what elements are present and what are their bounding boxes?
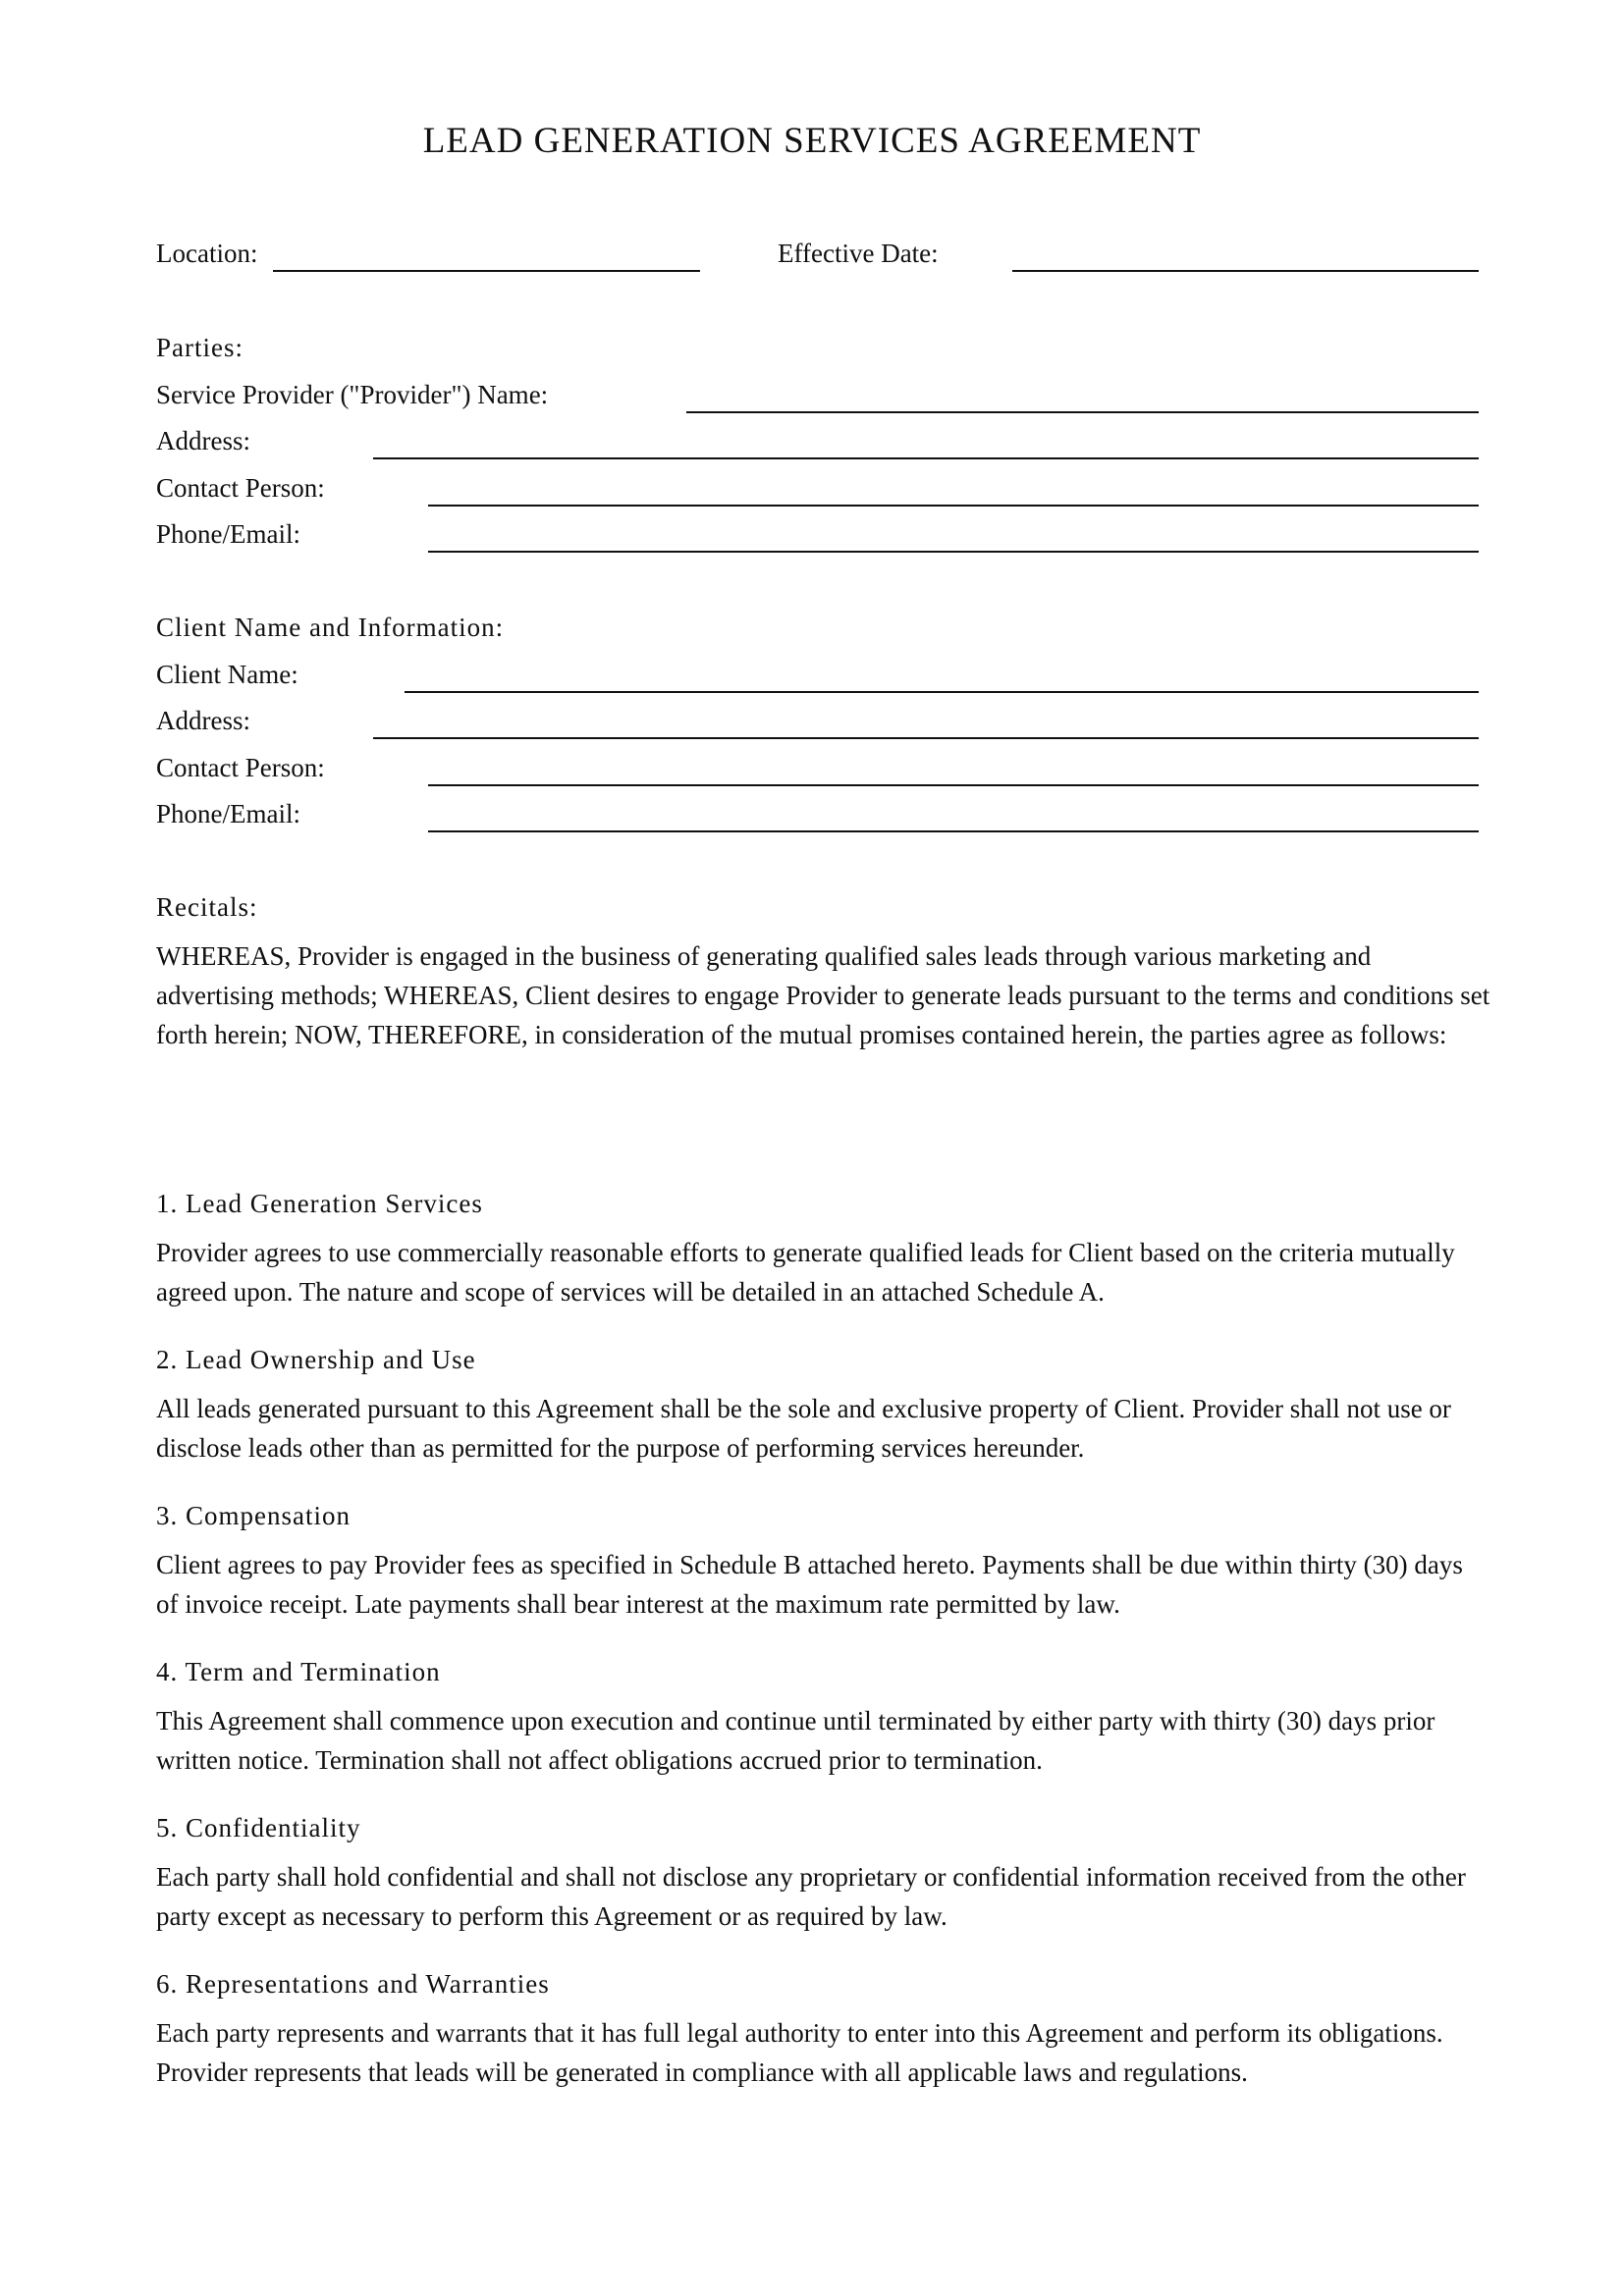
recitals-heading: Recitals: <box>156 892 258 922</box>
provider-address-label: Address: <box>156 426 250 455</box>
section-1-heading: 1. Lead Generation Services <box>156 1189 483 1218</box>
section-2-heading: 2. Lead Ownership and Use <box>156 1345 476 1374</box>
section-6-heading: 6. Representations and Warranties <box>156 1969 550 1999</box>
provider-address-field[interactable] <box>373 457 1479 459</box>
location-label: Location: <box>156 239 258 268</box>
client-heading: Client Name and Information: <box>156 613 505 642</box>
section-4-heading: 4. Term and Termination <box>156 1657 441 1686</box>
client-phone-email-label: Phone/Email: <box>156 799 300 828</box>
provider-name-label: Service Provider ("Provider") Name: <box>156 380 549 409</box>
client-contact-label: Contact Person: <box>156 753 325 782</box>
section-3-text: Client agrees to pay Provider fees as specified in Schedule B attached hereto. Payments shall be due within thirty (30) days of invoice receipt. Late payments shall bear interest at the maximum rate permitted by law. <box>156 1550 1463 1619</box>
client-phone-email-field[interactable] <box>428 830 1479 832</box>
provider-contact-field[interactable] <box>428 505 1479 507</box>
provider-phone-email-field[interactable] <box>428 551 1479 553</box>
provider-phone-email-label: Phone/Email: <box>156 519 300 549</box>
parties-heading: Parties: <box>156 333 244 362</box>
effective-date-field[interactable] <box>1012 270 1479 272</box>
section-6-text: Each party represents and warrants that it has full legal authority to enter into this Agreement and perform its obligations. Provider represents that leads will be generated in compliance with all applicable laws and regulations. <box>156 2018 1443 2087</box>
client-name-field[interactable] <box>405 691 1479 693</box>
document-title: LEAD GENERATION SERVICES AGREEMENT <box>422 121 1202 161</box>
section-5-text: Each party shall hold confidential and shall not disclose any proprietary or confidential information received from the other party except as necessary to perform this Agreement or as required by law. <box>156 1862 1466 1931</box>
effective-date-label: Effective Date: <box>778 239 939 268</box>
provider-name-field[interactable] <box>686 411 1479 413</box>
client-contact-field[interactable] <box>428 784 1479 786</box>
client-address-label: Address: <box>156 706 250 735</box>
client-address-field[interactable] <box>373 737 1479 739</box>
section-3-heading: 3. Compensation <box>156 1501 351 1530</box>
client-name-label: Client Name: <box>156 660 298 689</box>
section-4-text: This Agreement shall commence upon execution and continue until terminated by either party with thirty (30) days prior written notice. Termination shall not affect obligations accrued prior to termination. <box>156 1706 1435 1775</box>
section-2-text: All leads generated pursuant to this Agreement shall be the sole and exclusive property of Client. Provider shall not use or disclose leads other than as permitted for the purpose of performing services hereunder. <box>156 1394 1451 1463</box>
section-5-heading: 5. Confidentiality <box>156 1813 361 1842</box>
recitals-text: WHEREAS, Provider is engaged in the business of generating qualified sales leads through various marketing and advertising methods; WHEREAS, Client desires to engage Provider to generate leads pursuant to the terms and conditions set forth herein; NOW, THEREFORE, in consideration of the mutual promises contained herein, the parties agree as follows: <box>156 941 1490 1049</box>
location-field[interactable] <box>273 270 700 272</box>
section-1-text: Provider agrees to use commercially reasonable efforts to generate qualified leads for Client based on the criteria mutually agreed upon. The nature and scope of services will be detailed in an attached Schedule A. <box>156 1238 1455 1307</box>
provider-contact-label: Contact Person: <box>156 473 325 503</box>
